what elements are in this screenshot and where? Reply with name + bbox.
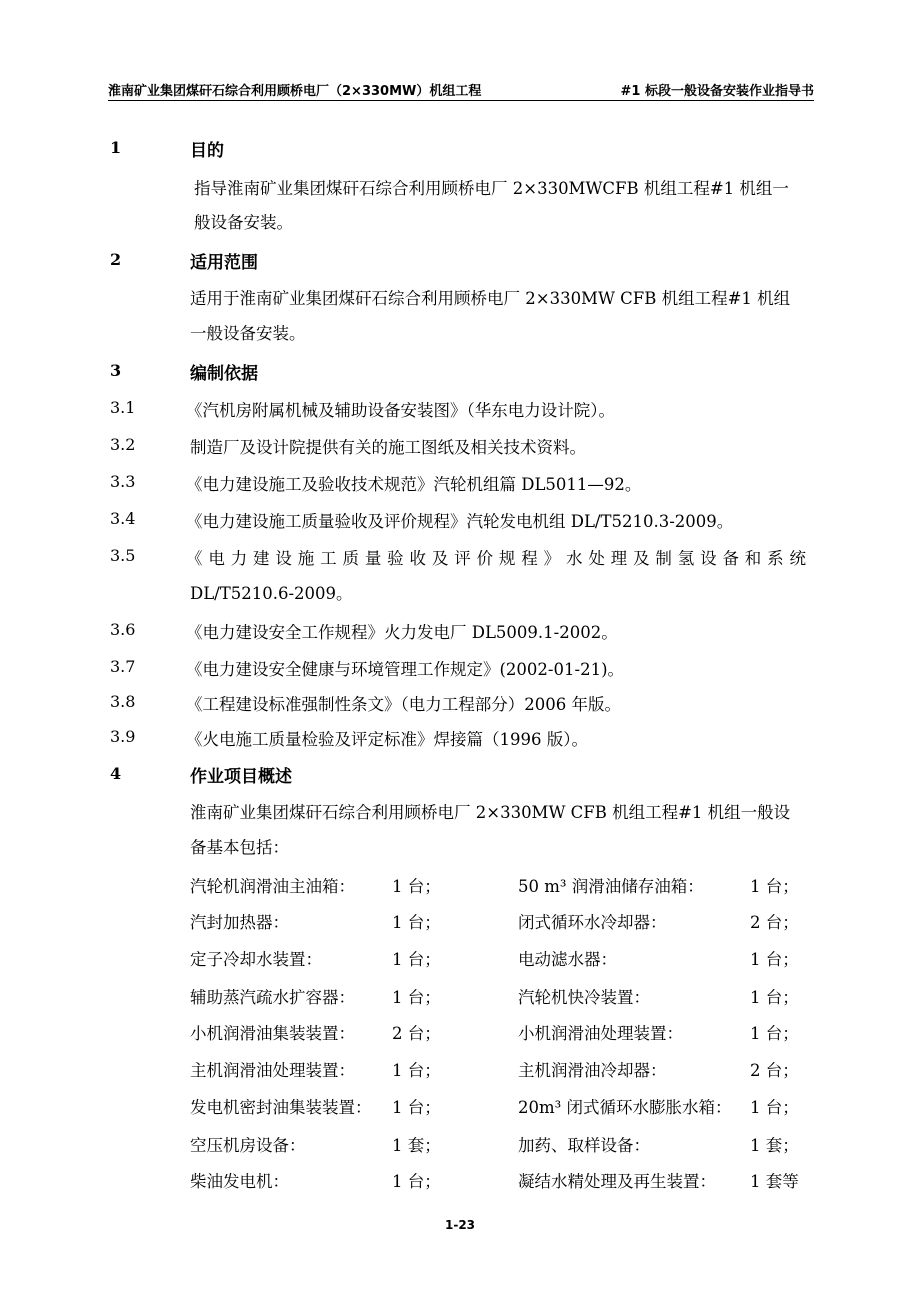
- reference-text-continuation: DL/T5210.6-2009。: [190, 584, 353, 603]
- equipment-name: 小机润滑油集装装置：: [190, 1024, 355, 1043]
- paragraph-line: 适用于淮南矿业集团煤矸石综合利用顾桥电厂 2×330MW CFB 机组工程#1 机组: [190, 289, 791, 308]
- section-title: 适用范围: [190, 253, 258, 273]
- equipment-name: 20m³ 闭式循环水膨胀水箱：: [518, 1098, 732, 1117]
- equipment-name: 汽封加热器：: [190, 913, 289, 932]
- paragraph-line: 指导淮南矿业集团煤矸石综合利用顾桥电厂 2×330MWCFB 机组工程#1 机组一: [194, 179, 789, 198]
- equipment-quantity: 1 套；: [392, 1136, 441, 1155]
- equipment-quantity: 2 台；: [750, 1061, 799, 1080]
- header-document-title: #1 标段一般设备安装作业指导书: [620, 84, 814, 99]
- equipment-quantity: 1 台；: [392, 877, 441, 896]
- paragraph-line: 备基本包括：: [190, 838, 289, 857]
- equipment-name: 发电机密封油集装装置：: [190, 1098, 372, 1117]
- equipment-name: 小机润滑油处理装置：: [518, 1024, 683, 1043]
- equipment-quantity: 1 台；: [392, 913, 441, 932]
- equipment-quantity: 1 套等: [750, 1172, 799, 1191]
- equipment-name: 50 m³ 润滑油储存油箱：: [518, 877, 704, 896]
- equipment-quantity: 1 台；: [392, 1172, 441, 1191]
- equipment-name: 柴油发电机：: [190, 1172, 289, 1191]
- equipment-quantity: 1 台；: [750, 950, 799, 969]
- reference-number: 3.9: [110, 727, 136, 746]
- equipment-name: 主机润滑油冷却器：: [518, 1061, 667, 1080]
- equipment-quantity: 1 台；: [750, 1024, 799, 1043]
- equipment-quantity: 1 台；: [392, 1061, 441, 1080]
- equipment-name: 汽轮机快冷装置：: [518, 988, 650, 1007]
- section-number: 1: [110, 138, 122, 157]
- reference-number: 3.3: [110, 472, 136, 491]
- reference-number: 3.6: [110, 620, 136, 639]
- reference-text: 制造厂及设计院提供有关的施工图纸及相关技术资料。: [190, 438, 586, 457]
- equipment-name: 凝结水精处理及再生装置：: [518, 1172, 716, 1191]
- equipment-name: 电动滤水器：: [518, 950, 617, 969]
- equipment-quantity: 1 台；: [392, 950, 441, 969]
- reference-text: 《电力建设安全工作规程》火力发电厂 DL5009.1-2002。: [186, 623, 618, 642]
- equipment-quantity: 1 套；: [750, 1136, 799, 1155]
- equipment-name: 主机润滑油处理装置：: [190, 1061, 355, 1080]
- equipment-quantity: 1 台；: [750, 988, 799, 1007]
- reference-text: 《汽机房附属机械及辅助设备安装图》（华东电力设计院）。: [186, 401, 615, 420]
- section-title: 编制依据: [190, 364, 258, 384]
- reference-number: 3.2: [110, 435, 136, 454]
- equipment-name: 加药、取样设备：: [518, 1136, 650, 1155]
- reference-number: 3.1: [110, 398, 136, 417]
- equipment-name: 汽轮机润滑油主油箱：: [190, 877, 355, 896]
- reference-text: 《电力建设施工及验收技术规范》汽轮机组篇 DL5011—92。: [186, 475, 642, 494]
- section-title: 目的: [190, 141, 224, 161]
- reference-number: 3.7: [110, 657, 136, 676]
- page-header: [108, 78, 814, 101]
- section-number: 2: [110, 250, 122, 269]
- reference-number: 3.4: [110, 509, 136, 528]
- section-number: 3: [110, 361, 122, 380]
- equipment-name: 辅助蒸汽疏水扩容器：: [190, 988, 355, 1007]
- equipment-name: 定子冷却水装置：: [190, 950, 322, 969]
- equipment-quantity: 1 台；: [750, 1098, 799, 1117]
- reference-number: 3.8: [110, 692, 136, 711]
- equipment-quantity: 2 台；: [392, 1024, 441, 1043]
- equipment-quantity: 1 台；: [750, 877, 799, 896]
- reference-number: 3.5: [110, 546, 136, 565]
- reference-text: 《工程建设标准强制性条文》（电力工程部分）2006 年版。: [186, 695, 621, 714]
- equipment-name: 闭式循环水冷却器：: [518, 913, 667, 932]
- section-title: 作业项目概述: [190, 767, 292, 787]
- equipment-quantity: 2 台；: [750, 913, 799, 932]
- section-number: 4: [110, 764, 122, 783]
- equipment-quantity: 1 台；: [392, 988, 441, 1007]
- paragraph-line: 淮南矿业集团煤矸石综合利用顾桥电厂 2×330MW CFB 机组工程#1 机组一般设: [190, 803, 791, 822]
- equipment-name: 空压机房设备：: [190, 1136, 306, 1155]
- paragraph-line: 般设备安装。: [194, 213, 293, 232]
- reference-text: 《电力建设安全健康与环境管理工作规定》(2002-01-21)。: [186, 660, 625, 679]
- equipment-quantity: 1 台；: [392, 1098, 441, 1117]
- header-project-title: 淮南矿业集团煤矸石综合利用顾桥电厂（2×330MW）机组工程: [108, 84, 482, 99]
- paragraph-line: 一般设备安装。: [190, 324, 306, 343]
- page-number: 1-23: [444, 1218, 476, 1232]
- reference-text: 《电力建设施工质量验收及评价规程》水处理及制氢设备和系统: [186, 549, 806, 568]
- reference-text: 《火电施工质量检验及评定标准》焊接篇（1996 版）。: [186, 730, 588, 749]
- reference-text: 《电力建设施工质量验收及评价规程》汽轮发电机组 DL/T5210.3-2009。: [186, 512, 734, 531]
